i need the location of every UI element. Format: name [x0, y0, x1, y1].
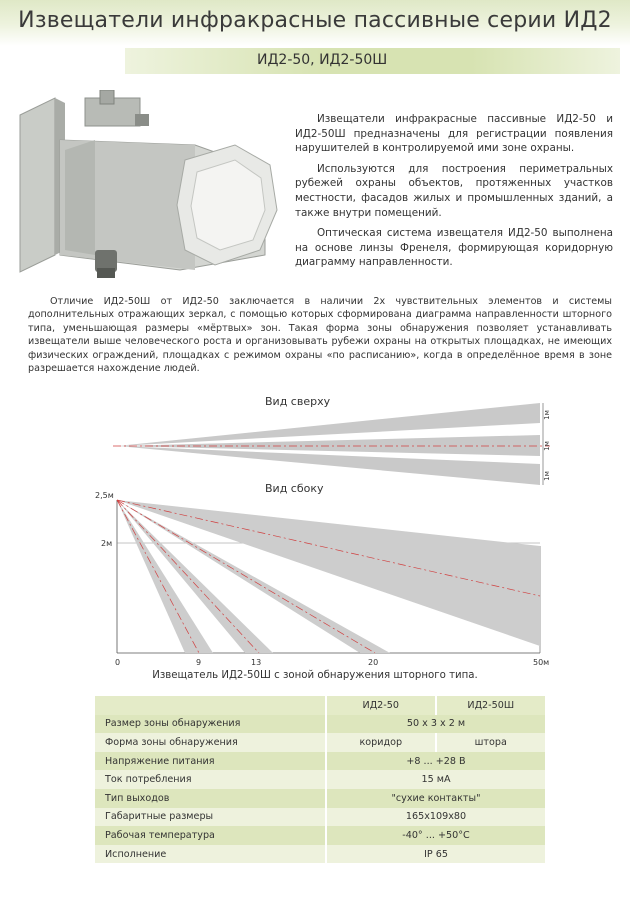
- page-title: Извещатели инфракрасные пассивные серии ИД2: [18, 8, 612, 33]
- spec-table: [95, 696, 545, 884]
- spec-label: Тип выходов: [95, 789, 326, 808]
- spec-value-id2-50: коридор: [326, 733, 436, 752]
- beam-width-label-3: 1м: [543, 471, 551, 481]
- top-beam-2: [117, 435, 540, 456]
- detection-zone-diagram: [95, 388, 565, 678]
- spec-value: 50 x 3 x 2 м: [326, 715, 545, 734]
- table-row: [95, 789, 545, 808]
- diagram-caption: Извещатель ИД2-50Ш с зоной обнаружения шторного типа.: [152, 670, 478, 681]
- table-row: [95, 715, 545, 734]
- beam-width-label-2: 1м: [543, 441, 551, 451]
- table-row: [95, 826, 545, 845]
- beam-width-label-1: 1м: [543, 410, 551, 420]
- x-tick-13: 13: [251, 658, 262, 667]
- spec-value: +8 ... +28 В: [326, 752, 545, 771]
- description-text: [28, 295, 612, 375]
- intro-paragraph-3: Оптическая система извещателя ИД2-50 выполнена на основе линзы Френеля, формирующая коридорную диаграмму направленности.: [295, 227, 613, 269]
- spec-value: 15 мА: [326, 770, 545, 789]
- top-view-label: Вид сверху: [265, 395, 331, 408]
- intro-text: [295, 112, 613, 276]
- spec-col-id2-50sh: ИД2-50Ш: [436, 696, 546, 715]
- spec-value: "сухие контакты": [326, 789, 545, 808]
- table-row: [95, 770, 545, 789]
- spec-value: IP 65: [326, 845, 545, 864]
- x-tick-50: 50м: [533, 658, 550, 667]
- height-label-top: 2,5м: [95, 491, 114, 500]
- spec-head-blank: [95, 696, 326, 715]
- spec-label: Габаритные размеры: [95, 808, 326, 827]
- table-row: [95, 808, 545, 827]
- spec-label: Рабочая температура: [95, 826, 326, 845]
- spec-value: -40° ... +50°C: [326, 826, 545, 845]
- spec-label: Ток потребления: [95, 770, 326, 789]
- intro-paragraph-2: Используются для построения периметральных рубежей охраны объектов, протяженных участков местности, фасадов жилых и промышленных зданий, а также внутри помещений.: [295, 162, 613, 219]
- spec-label: Исполнение: [95, 845, 326, 864]
- spec-col-id2-50: ИД2-50: [326, 696, 436, 715]
- description-paragraph: Отличие ИД2-50Ш от ИД2-50 заключается в наличии 2х чувствительных элементов и системы дополнительных отражающих зеркал, с помощью которых сформирована диаграмма направленности шторного типа, уменьшающая размеры «мёртвых» зон. Такая форма зоны обнаружения позволяет устанавливать извещатели выше человеческого роста и организовывать рубежи охраны на открытых площадках, не имеющих физических ограждений, площадках с режимом охраны «по расписанию», когда в определённое время в зоне разрешается нахождение людей.: [28, 296, 612, 375]
- x-tick-9: 9: [196, 658, 202, 667]
- spec-value-id2-50sh: штора: [436, 733, 546, 752]
- table-row: [95, 752, 545, 771]
- spec-label: Размер зоны обнаружения: [95, 715, 326, 734]
- table-row: [95, 845, 545, 864]
- table-row: [95, 733, 545, 752]
- spec-label: Форма зоны обнаружения: [95, 733, 326, 752]
- intro-paragraph-1: Извещатели инфракрасные пассивные ИД2-50 и ИД2-50Ш предназначены для регистрации появления нарушителей в контролируемой ими зоне охраны.: [295, 113, 613, 155]
- spec-value: 165x109x80: [326, 808, 545, 827]
- side-view-label: Вид сбоку: [265, 482, 324, 495]
- model-band: [125, 48, 620, 74]
- x-tick-0: 0: [115, 658, 121, 667]
- detector-photo: [15, 90, 280, 280]
- x-tick-20: 20: [368, 658, 379, 667]
- model-names: ИД2-50, ИД2-50Ш: [257, 52, 388, 68]
- height-label-mid: 2м: [101, 539, 113, 548]
- spec-label: Напряжение питания: [95, 752, 326, 771]
